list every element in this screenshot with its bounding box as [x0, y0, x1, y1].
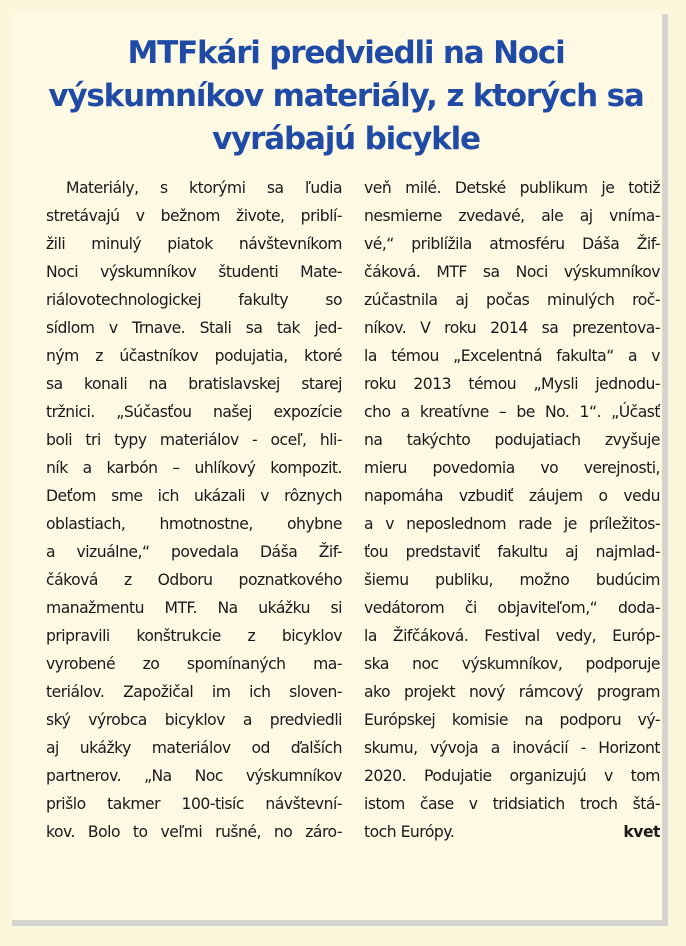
text-line: čáková. MTF sa Noci výskumníkov	[364, 263, 660, 281]
newspaper-clipping	[12, 14, 668, 926]
text-line: ský výrobca bicyklov a predviedli	[46, 711, 342, 729]
text-line: níkov. V roku 2014 sa prezentova-	[364, 319, 660, 337]
text-line: zúčastnila aj počas minulých roč-	[364, 291, 660, 309]
text-line: oblastiach, hmotnostne, ohybne	[46, 515, 342, 533]
text-line: kov. Bolo to veľmi rušné, no záro-	[46, 823, 342, 841]
article-signoff	[364, 818, 660, 846]
text-line: sídlom v Trnave. Stali sa tak jed-	[46, 319, 342, 337]
text-line: stretávajú v bežnom živote, priblí-	[46, 207, 342, 225]
text-line: ným z účastníkov podujatia, ktoré	[46, 347, 342, 365]
article-headline: MTFkári predviedli na Noci výskumníkov materiály, z ktorých sa vyrábajú bicykle	[48, 35, 644, 157]
text-line: na takýchto podujatiach zvyšuje	[364, 431, 660, 449]
text-line: partnerov. „Na Noc výskumníkov	[46, 767, 342, 785]
text-line: la Žifčáková. Festival vedy, Európ-	[364, 627, 660, 645]
text-line: ník a karbón – uhlíkový kompozit.	[46, 459, 342, 477]
text-line: Deťom sme ich ukázali v rôznych	[46, 487, 342, 505]
article-body	[46, 174, 660, 912]
closing-line: toch Európy.	[364, 823, 455, 841]
text-line: veň milé. Detské publikum je totiž	[364, 179, 660, 197]
author-signature: kvet	[623, 823, 660, 841]
text-line: sa konali na bratislavskej starej	[46, 375, 342, 393]
text-column-right-lines	[364, 174, 660, 818]
text-line: cho a kreatívne – be No. 1“. „Účasť	[364, 403, 660, 421]
text-line: riálovotechnologickej fakulty so	[46, 291, 342, 309]
text-line: skumu, vývoja a inovácií - Horizont	[364, 739, 660, 757]
text-line: prišlo takmer 100-tisíc návštevní-	[46, 795, 342, 813]
text-line: pripravili konštrukcie z bicyklov	[46, 627, 342, 645]
text-line: Materiály, s ktorými sa ľudia	[66, 179, 342, 197]
text-line: Európskej komisie na podporu vý-	[364, 711, 660, 729]
text-line: ako projekt nový rámcový program	[364, 683, 660, 701]
text-column-left	[46, 174, 342, 912]
text-line: boli tri typy materiálov - oceľ, hli-	[46, 431, 342, 449]
text-line: vedátorom či objaviteľom,“ doda-	[364, 599, 660, 617]
text-line: istom čase v tridsiatich troch štá-	[364, 795, 660, 813]
text-line: 2020. Podujatie organizujú v tom	[364, 767, 660, 785]
text-line: ska noc výskumníkov, podporuje	[364, 655, 660, 673]
text-column-right	[364, 174, 660, 912]
text-line: a v neposlednom rade je príležitos-	[364, 515, 660, 533]
text-line: tržnici. „Súčasťou našej expozície	[46, 403, 342, 421]
text-line: čáková z Odboru poznatkového	[46, 571, 342, 589]
text-line: nesmierne zvedavé, ale aj vníma-	[364, 207, 660, 225]
text-line: a vizuálne,“ povedala Dáša Žif-	[46, 543, 342, 561]
text-line: la témou „Excelentná fakulta“ a v	[364, 347, 660, 365]
text-line: ťou predstaviť fakultu aj najmlad-	[364, 543, 660, 561]
text-line: teriálov. Zapožičal im ich sloven-	[46, 683, 342, 701]
text-line: aj ukážky materiálov od ďalších	[46, 739, 342, 757]
text-line: šiemu publiku, možno budúcim	[364, 571, 660, 589]
text-line: manažmentu MTF. Na ukážku si	[46, 599, 342, 617]
text-line: žili minulý piatok návštevníkom	[46, 235, 342, 253]
text-line: vyrobené zo spomínaných ma-	[46, 655, 342, 673]
text-line: vé,“ priblížila atmosféru Dáša Žif-	[364, 235, 660, 253]
text-line: napomáha vzbudiť záujem o vedu	[364, 487, 660, 505]
text-line: roku 2013 témou „Mysli jednodu-	[364, 375, 660, 393]
text-line: mieru povedomia vo verejnosti,	[364, 459, 660, 477]
text-line: Noci výskumníkov študenti Mate-	[46, 263, 342, 281]
